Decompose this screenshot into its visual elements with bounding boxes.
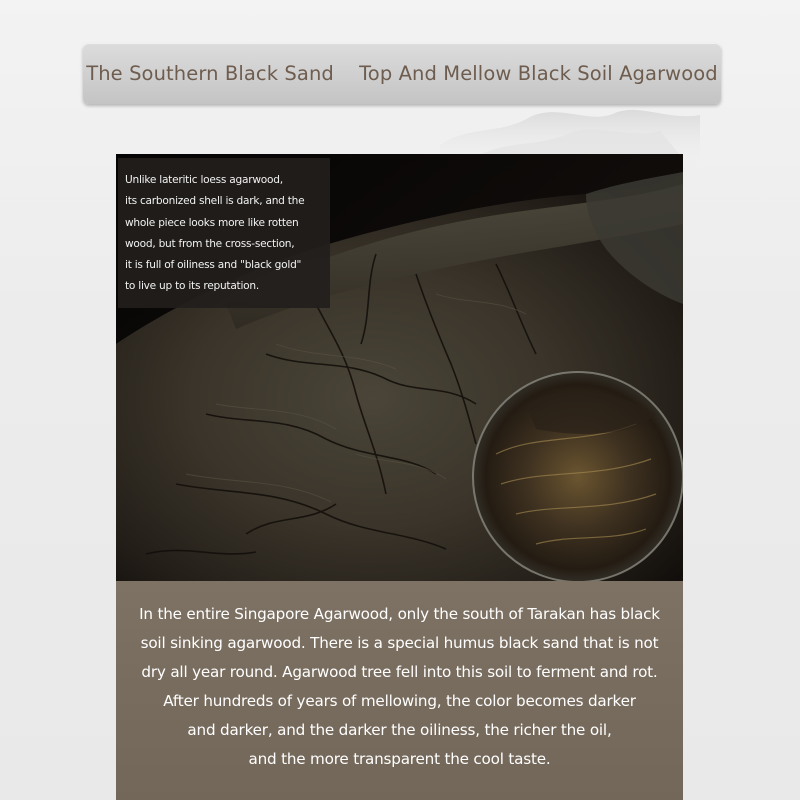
description-line: soil sinking agarwood. There is a special humus black sand that is not (140, 634, 659, 652)
caption-line: Unlike lateritic loess agarwood, (125, 174, 283, 186)
description-line: and the more transparent the cool taste. (248, 750, 551, 768)
title-banner (83, 43, 721, 104)
description-panel (116, 581, 683, 800)
description-line: and darker, and the darker the oiliness, the richer the oil, (187, 721, 612, 739)
caption-line: it is full of oiliness and "black gold" (125, 259, 302, 272)
caption-line: whole piece looks more like rotten (125, 216, 299, 229)
banner-title: The Southern Black Sand Top And Mellow Black Soil Agarwood (86, 62, 718, 85)
photo-caption (118, 158, 330, 308)
description-line: dry all year round. Agarwood tree fell into this soil to ferment and rot. (141, 663, 658, 681)
caption-line: to live up to its reputation. (125, 280, 259, 293)
caption-line: its carbonized shell is dark, and the (125, 195, 305, 208)
caption-line: wood, but from the cross-section, (125, 237, 295, 250)
description-line: After hundreds of years of mellowing, the color becomes darker (163, 692, 636, 710)
description-line: In the entire Singapore Agarwood, only the south of Tarakan has black (139, 605, 660, 623)
